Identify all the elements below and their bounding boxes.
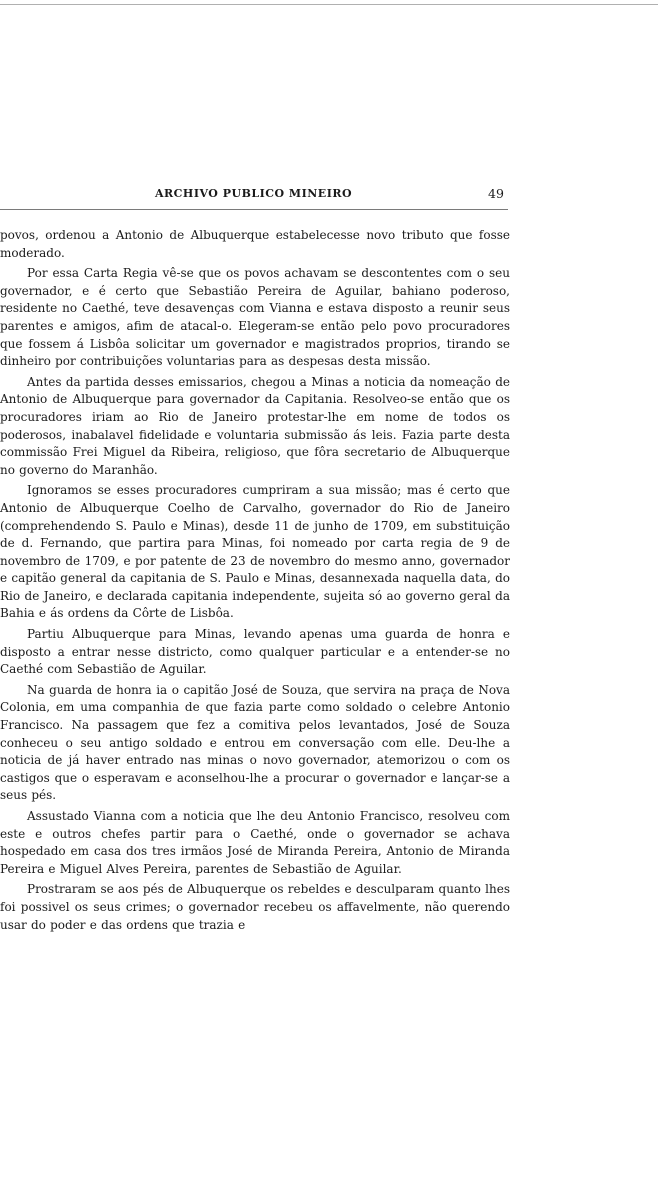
paragraph: Ignoramos se esses procuradores cumpriram a sua missão; mas é certo que Antonio de Albuquerque Coelho de Carvalho, governador do Rio de Janeiro (comprehendendo S. Paulo e Minas), desde 11 de junho de 1709, em substituição de d. Fernando, que partira para Minas, foi nomeado por carta regia de 9 de novembro de 1709, e por patente de 23 de novembro do mesmo anno, governador e capitão general da capitania de S. Paulo e Minas, desannexada naquella data, do Rio de Janeiro, e declarada capitania independente, sujeita só ao governo geral da Bahia e ás ordens da Côrte de Lisbôa.	[0, 483, 510, 621]
paragraph-continued: povos, ordenou a Antonio de Albuquerque estabelecesse novo tributo que fosse moderado.	[0, 228, 510, 260]
top-edge-rule	[0, 4, 658, 5]
paragraph: Partiu Albuquerque para Minas, levando apenas uma guarda de honra e disposto a entrar nesse districto, como qualquer particular e a entender-se no Caethé com Sebastião de Aguilar.	[0, 627, 510, 677]
running-title: ARCHIVO PUBLICO MINEIRO	[155, 187, 353, 200]
paragraph: Por essa Carta Regia vê-se que os povos achavam se descontentes com o seu governador, e é certo que Sebastião Pereira de Aguilar, bahiano poderoso, residente no Caethé, teve desavenças com Vianna e estava disposto a reunir seus parentes e amigos, afim de atacal-o. Elegeram-se então pelo povo procuradores que fossem á Lisbôa solicitar um governador e magistrados proprios, tirando se dinheiro por contribuições voluntarias para as despesas desta missão.	[0, 266, 510, 369]
paragraph: Prostraram se aos pés de Albuquerque os rebeldes e desculparam quanto lhes foi possivel os seus crimes; o governador recebeu os affavelmente, não querendo usar do poder e das ordens que trazia e	[0, 882, 510, 932]
running-head	[0, 187, 520, 209]
paragraph: Assustado Vianna com a noticia que lhe deu Antonio Francisco, resolveu com este e outros chefes partir para o Caethé, onde o governador se achava hospedado em casa dos tres irmãos José de Miranda Pereira, Antonio de Miranda Pereira e Miguel Alves Pereira, parentes de Sebastião de Aguilar.	[0, 809, 510, 876]
body-text	[0, 227, 510, 937]
paragraph: Antes da partida desses emissarios, chegou a Minas a noticia da nomeação de Antonio de Albuquerque para governador da Capitania. Resolveo-se então que os procuradores iriam ao Rio de Janeiro protestar-lhe em nome de todos os poderosos, inabalavel fidelidade e voluntaria submissão ás leis. Fazia parte desta commissão Frei Miguel da Ribeira, religioso, que fôra secretario de Albuquerque no governo do Maranhão.	[0, 374, 510, 477]
header-rule	[0, 209, 508, 210]
paragraph: Na guarda de honra ia o capitão José de Souza, que servira na praça de Nova Colonia, em uma companhia de que fazia parte como soldado o celebre Antonio Francisco. Na passagem que fez a comitiva pelos levantados, José de Souza conheceu o seu antigo soldado e entrou em conversação com elle. Deu-lhe a noticia de já haver entrado nas minas o novo governador, atemorizou o com os castigos que o esperavam e aconselhou-lhe a procurar o governador e lançar-se a seus pés.	[0, 682, 510, 803]
page-number: 49	[488, 186, 504, 201]
